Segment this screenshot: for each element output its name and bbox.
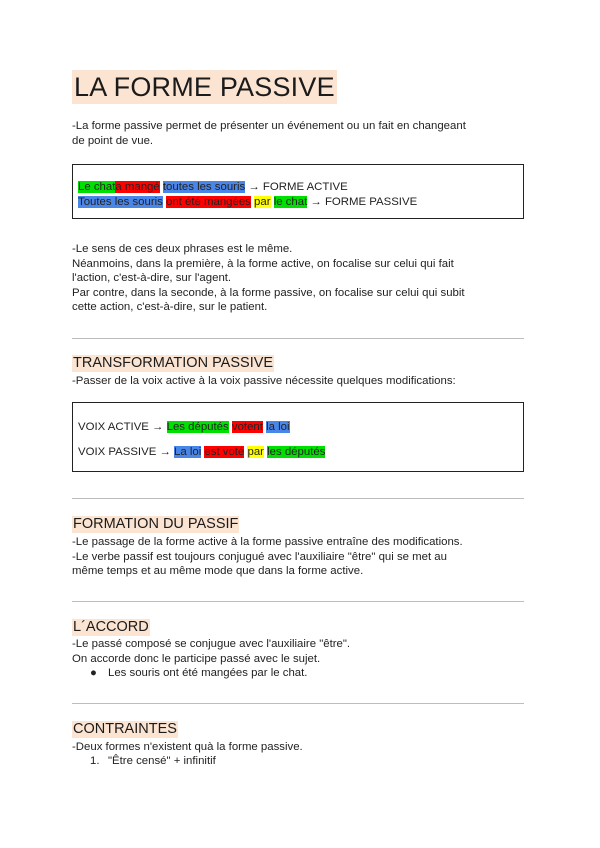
transformation-heading: TRANSFORMATION PASSIVE — [73, 355, 274, 371]
transformation-text: -Passer de la voix active à la voix passive nécessite quelques modifications: — [72, 375, 456, 387]
passive-voice-example — [78, 445, 523, 460]
accord-heading: L´ACCORD — [73, 619, 149, 635]
passive-par: par — [254, 195, 271, 208]
passive-voice-subject: La loi — [174, 445, 202, 458]
passive-subject: Toutes les souris — [78, 195, 163, 208]
passive-agent: le chat — [273, 195, 308, 208]
list-item — [90, 666, 307, 681]
formation-line-1: -Le passage de la forme active à la forme passive entraîne des modifications. — [72, 536, 463, 548]
active-voice-subject: Les députés — [166, 421, 229, 433]
active-voice-verb: votent — [231, 421, 263, 433]
passive-verb: ont été mangées — [166, 195, 251, 208]
passive-suffix: → FORME PASSIVE — [307, 195, 418, 208]
intro-line-1: -La forme passive permet de présenter un événement ou un fait en changeant — [72, 120, 466, 132]
contraintes-line-1: -Deux formes n'existent quà la forme passive. — [72, 741, 303, 753]
passive-voice-label: VOIX PASSIVE → — [78, 445, 175, 458]
bullet-icon: ● — [90, 667, 97, 679]
explanation-paragraph — [72, 242, 532, 315]
divider — [72, 338, 524, 339]
formation-line-2: -Le verbe passif est toujours conjugué avec l'auxiliaire "être" qui se met au — [72, 550, 447, 563]
divider — [72, 498, 524, 499]
active-suffix: → FORME ACTIVE — [245, 181, 348, 193]
explanation-line-5: cette action, c'est-à-dire, sur le patient. — [72, 301, 268, 314]
accord-paragraph — [72, 637, 532, 666]
formation-heading: FORMATION DU PASSIF — [73, 516, 239, 532]
formation-paragraph — [72, 535, 532, 579]
active-object: toutes les souris — [162, 181, 246, 193]
passive-voice-verb: est voté — [204, 445, 245, 458]
list-number: 1. — [90, 755, 100, 767]
contraintes-heading: CONTRAINTES — [73, 721, 177, 737]
accord-line-1: -Le passé composé se conjugue avec l'auxiliaire "être". — [72, 638, 351, 650]
formation-line-3: même temps et au même mode que dans la forme active. — [72, 565, 364, 578]
active-subject: Le chat — [78, 181, 116, 193]
page-title: LA FORME PASSIVE — [74, 72, 335, 102]
transformation-box — [72, 402, 524, 472]
explanation-line-4: Par contre, dans la seconde, à la forme passive, on focalise sur celui qui subit — [72, 286, 465, 299]
active-example — [78, 180, 523, 195]
intro-paragraph — [72, 119, 532, 148]
active-voice-object: la loi — [266, 421, 290, 433]
active-voice-label: VOIX ACTIVE → — [78, 421, 167, 433]
bullet-text: Les souris ont été mangées par le chat. — [108, 667, 308, 679]
explanation-line-3: l'action, c'est-à-dire, sur l'agent. — [72, 272, 232, 285]
explanation-line-2: Néanmoins, dans la première, à la forme active, on focalise sur celui qui fait — [72, 257, 454, 270]
passive-voice-par: par — [247, 445, 264, 458]
intro-line-2: de point de vue. — [72, 134, 154, 147]
explanation-line-1: -Le sens de ces deux phrases est le même. — [72, 243, 293, 255]
divider — [72, 703, 524, 704]
passive-voice-agent: les députés — [267, 445, 326, 458]
divider — [72, 601, 524, 602]
active-verb: a mangé — [115, 181, 160, 193]
passive-example — [78, 195, 523, 210]
list-item-text: "Être censé" + infinitif — [108, 755, 216, 767]
example-box — [72, 164, 524, 219]
accord-line-2: On accorde donc le participe passé avec le sujet. — [72, 652, 321, 665]
list-item — [90, 754, 216, 769]
active-voice-example — [78, 420, 523, 435]
